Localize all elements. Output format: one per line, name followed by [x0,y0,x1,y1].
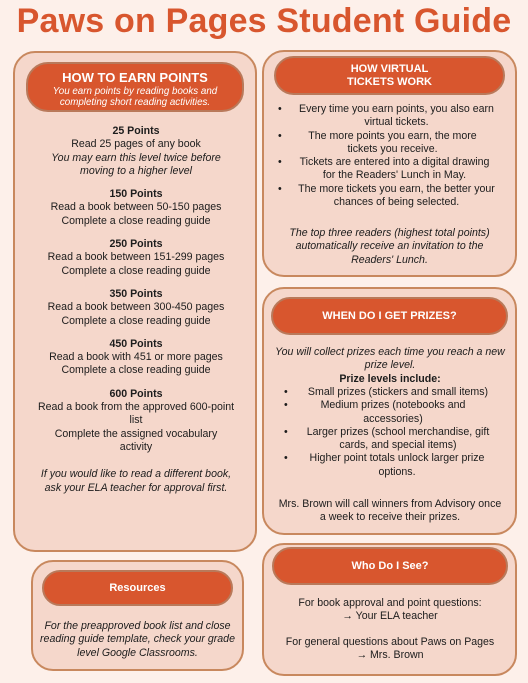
list-item-text: Medium prizes (notebooks and accessories) [320,399,466,425]
tier-250 [30,238,242,278]
list-item: • Tickets are entered into a digital drawing for the Readers' Lunch in May. [276,156,509,183]
who-see-answer-2: → Mrs. Brown [356,648,424,661]
tier-line: Read a book between 300-450 pages [47,301,225,314]
prizes-header [271,297,508,335]
tickets-header [274,56,505,95]
tier-note: You may earn this level twice before moving to a higher level [51,151,221,177]
who-see-body [272,597,508,662]
tier-points: 150 Points [109,188,163,201]
tickets-heading: HOW VIRTUAL TICKETS WORK [347,63,432,88]
resources-text: For the preapproved book list and close reading guide template, check your grade level Google Classrooms. [40,620,235,659]
list-item: • Every time you earn points, you also earn virtual tickets. [276,103,509,130]
list-item-text: The more tickets you earn, the better your chances of being selected. [298,182,495,209]
tier-points: 25 Points [112,125,160,137]
tier-line: Complete a close reading guide [61,214,211,227]
tier-600 [30,388,242,454]
tier-line: Complete a close reading guide [61,264,211,277]
list-item: • Small prizes (stickers and small items) [284,386,489,398]
tickets-note: The top three readers (highest total points) automatically receive an invitation to the Readers' Lunch. [289,227,490,266]
list-item-text: The more points you earn, the more tickets you receive. [308,129,477,155]
page-title: Paws on Pages Student Guide [16,2,512,40]
resources-heading: Resources [109,582,166,594]
prizes-footer: Mrs. Brown will call winners from Advisory once a week to receive their prizes. [278,498,502,524]
prizes-list [282,386,504,479]
tier-450 [30,338,242,378]
list-item-text: Tickets are entered into a digital drawing for the Readers' Lunch in May. [299,156,490,182]
prizes-levels-label: Prize levels include: [339,373,441,385]
tier-line: Read a book from the approved 600-point list [37,401,235,427]
list-item: • Higher point totals unlock larger prize options. [282,452,504,479]
tier-line: Complete a close reading guide [61,364,211,377]
list-item-text: Small prizes (stickers and small items) [307,386,489,398]
tier-150 [30,188,242,228]
who-see-heading: Who Do I See? [351,560,429,572]
list-item: • The more points you earn, the more tickets you receive. [276,130,509,157]
resources-header [42,570,233,606]
prizes-intro: You will collect prizes each time you reach a new prize level. [275,346,505,372]
who-see-question-1: For book approval and point questions: [298,597,482,609]
tier-line: Complete the assigned vocabulary activity [54,427,218,453]
earn-points-body [30,125,242,495]
tier-points: 350 Points [109,287,163,300]
list-item-text: Higher point totals unlock larger prize options. [309,452,485,478]
list-item-text: Every time you earn points, you also earn virtual tickets. [299,103,494,129]
list-item: • Larger prizes (school merchandise, gift cards, and special items) [282,426,504,453]
tier-line: Complete a close reading guide [61,314,211,327]
tier-line: Read a book with 451 or more pages [49,351,223,364]
tier-350 [30,288,242,328]
tier-line: Read a book between 151-299 pages [47,251,225,264]
earn-points-subheading: You earn points by reading books and completing short reading activities. [52,86,218,108]
who-see-question-2: For general questions about Paws on Pages [285,635,495,648]
who-see-header [272,547,508,585]
tier-points: 450 Points [109,337,163,350]
tier-points: 250 Points [109,238,163,251]
tier-line: Read 25 pages of any book [71,138,201,151]
list-item: • Medium prizes (notebooks and accessories) [282,399,504,426]
prizes-heading: WHEN DO I GET PRIZES? [322,310,457,322]
earn-points-header [26,62,244,112]
earn-points-heading: HOW TO EARN POINTS [62,70,208,85]
tier-points: 600 Points [109,387,163,400]
list-item-text: Larger prizes (school merchandise, gift cards, and special items) [306,425,490,452]
tickets-list [276,103,509,209]
list-item: • The more tickets you earn, the better your chances of being selected. [276,183,509,210]
earn-points-footer: If you would like to read a different book, ask your ELA teacher for approval first. [40,468,232,494]
tier-25 [30,125,242,178]
tier-line: Read a book between 50-150 pages [50,201,222,214]
who-see-answer-1: → Your ELA teacher [342,610,438,623]
